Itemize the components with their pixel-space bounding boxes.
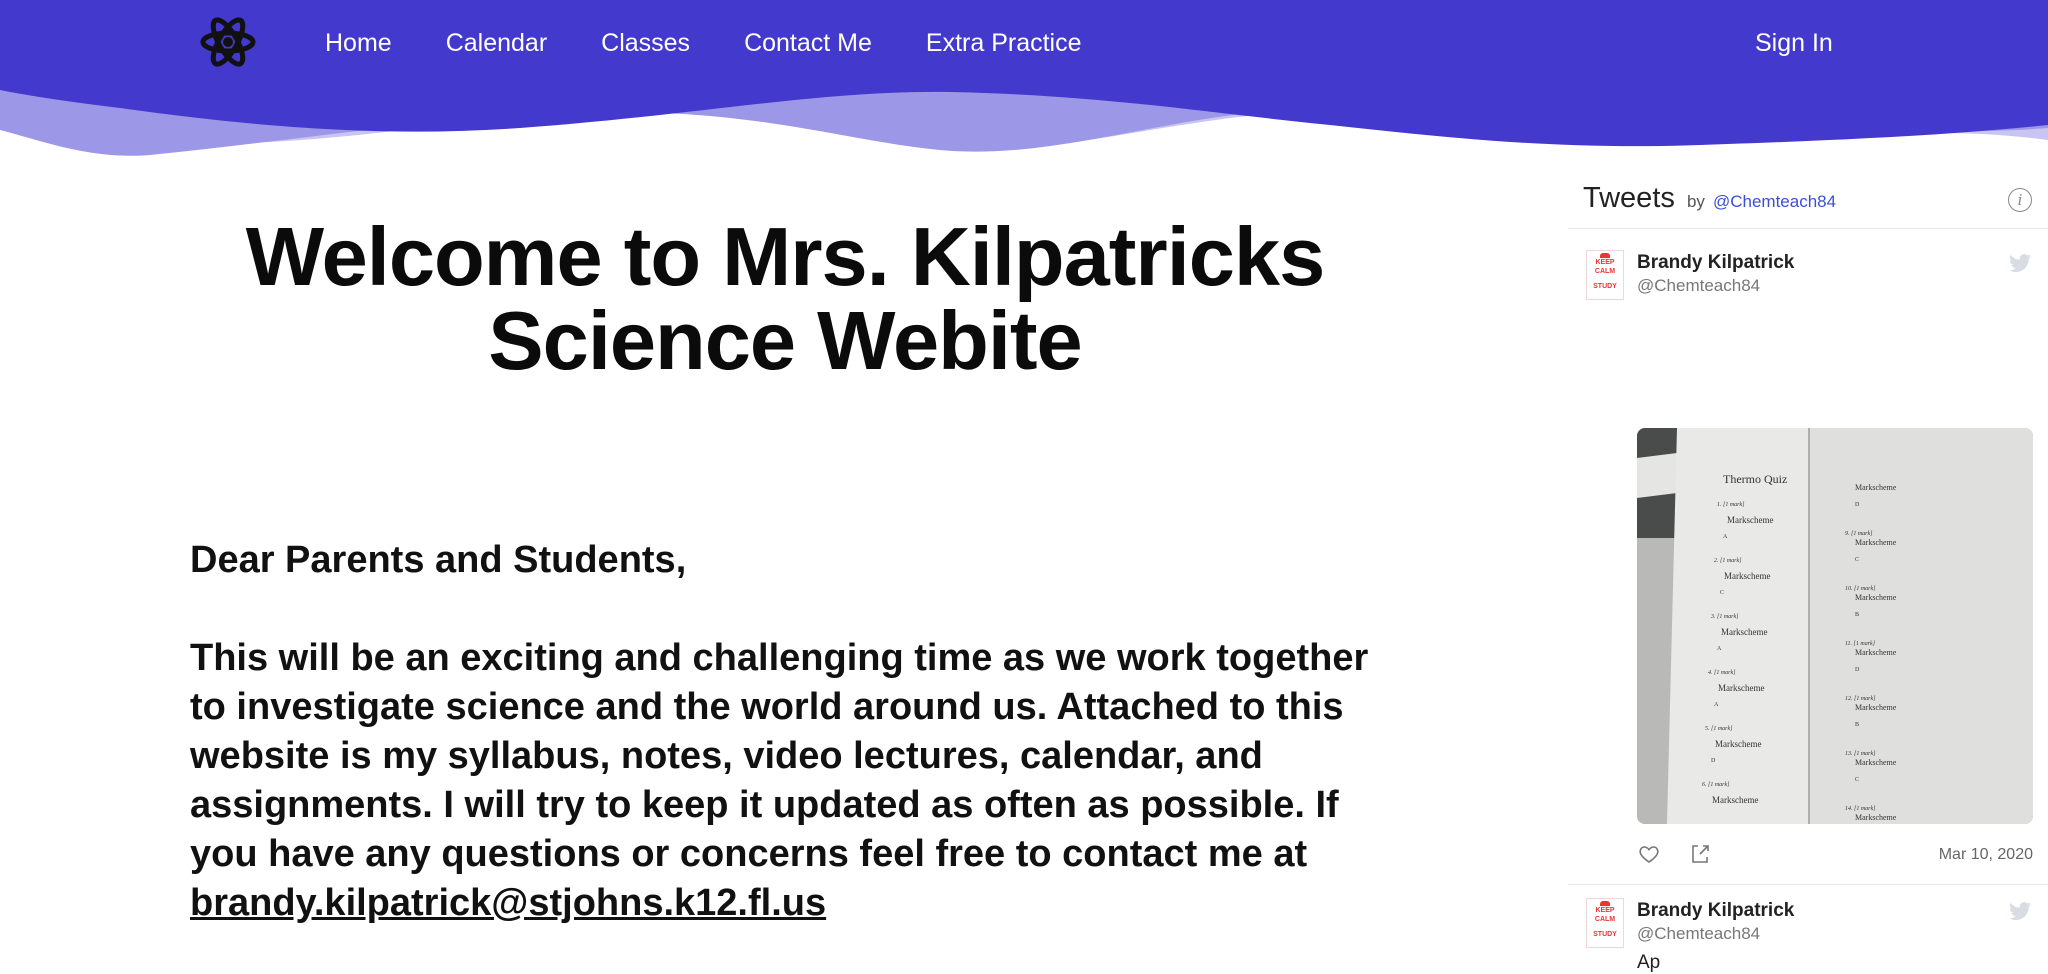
photo-question-number: 13. [1 mark] — [1845, 751, 1876, 757]
nav-classes[interactable]: Classes — [601, 29, 691, 57]
letter-greeting: Dear Parents and Students, — [190, 539, 687, 581]
tweet-divider — [1568, 884, 2048, 885]
photo-heading: Thermo Quiz — [1723, 472, 1788, 486]
photo-answer: A — [1714, 702, 1719, 708]
photo-answer: A — [1717, 646, 1722, 652]
photo-question-number: 14. [1 mark] — [1845, 806, 1876, 812]
avatar-text: STUDY — [1593, 931, 1617, 938]
photo-question-number: 4. [1 mark] — [1708, 670, 1736, 676]
tweet-photo[interactable] — [1637, 428, 2033, 824]
photo-question-number: 3. [1 mark] — [1711, 614, 1739, 620]
tweet-author-handle[interactable]: @Chemteach84 — [1637, 276, 1761, 295]
tweet[interactable] — [1568, 888, 2048, 973]
photo-question-number: 9. [1 mark] — [1845, 531, 1873, 537]
twitter-title — [1583, 182, 1836, 215]
tweet-author-name[interactable]: Brandy Kilpatrick — [1637, 900, 1795, 921]
letter-body-text: This will be an exciting and challenging time as we work together to investigate science and the world around us. Attached to this website is my syllabus, notes, video lectures, calendar, and assignments. I will try to keep it updated as often as possible. If you have any questions or concerns feel free to contact me at — [190, 637, 1369, 875]
nav-home[interactable]: Home — [325, 29, 392, 57]
photo-answer: B — [1855, 722, 1860, 728]
atom-icon[interactable] — [200, 14, 256, 70]
photo-answer: A — [1723, 534, 1728, 540]
quiz-paper-image — [1637, 428, 2033, 824]
photo-markscheme-label: Markscheme — [1721, 627, 1768, 637]
photo-markscheme-label: Markscheme — [1718, 683, 1765, 693]
photo-answer: C — [1720, 590, 1725, 596]
tweet-text: Ap — [1637, 952, 1661, 973]
photo-answer: C — [1855, 777, 1860, 783]
photo-markscheme-label: Markscheme — [1855, 648, 1897, 657]
photo-markscheme-label: Markscheme — [1855, 703, 1897, 712]
photo-question-number: 12. [1 mark] — [1845, 696, 1876, 702]
crown-icon — [1600, 253, 1610, 258]
heart-icon[interactable] — [1637, 842, 1661, 866]
main-nav — [325, 22, 1136, 64]
sign-in-link[interactable]: Sign In — [1755, 29, 1833, 57]
page-title: Welcome to Mrs. Kilpatricks Science Webite — [245, 210, 1325, 387]
photo-markscheme-label: Markscheme — [1855, 538, 1897, 547]
tweets-heading: Tweets — [1583, 182, 1675, 214]
profile-handle-link[interactable]: @Chemteach84 — [1712, 192, 1837, 211]
photo-question-number: 1. [1 mark] — [1717, 502, 1745, 508]
tweet[interactable] — [1568, 240, 2048, 885]
photo-answer: D — [1855, 502, 1860, 508]
avatar-text: STUDY — [1593, 283, 1617, 290]
photo-markscheme-label: Markscheme — [1715, 739, 1762, 749]
avatar-text: CALM — [1594, 268, 1616, 275]
twitter-bird-icon[interactable] — [2008, 254, 2032, 274]
tweet-author-handle[interactable]: @Chemteach84 — [1637, 924, 1761, 943]
photo-markscheme-label: Markscheme — [1855, 813, 1897, 822]
avatar-text: CALM — [1594, 916, 1616, 923]
photo-markscheme-label: Markscheme — [1855, 758, 1897, 767]
photo-markscheme-label: Markscheme — [1855, 593, 1897, 602]
nav-contact-me[interactable]: Contact Me — [744, 29, 872, 57]
site-header — [0, 0, 2048, 170]
welcome-letter — [190, 536, 1400, 928]
twitter-bird-icon[interactable] — [2008, 902, 2032, 922]
tweet-date[interactable]: Mar 10, 2020 — [1938, 846, 2033, 863]
tweet-author-name[interactable]: Brandy Kilpatrick — [1637, 252, 1795, 273]
nav-calendar[interactable]: Calendar — [445, 29, 548, 57]
photo-answer: D — [1711, 758, 1716, 764]
photo-answer: C — [1855, 557, 1860, 563]
twitter-header — [1568, 170, 2048, 229]
photo-markscheme-label: Markscheme — [1855, 483, 1897, 492]
photo-question-number: 10. [1 mark] — [1845, 586, 1876, 592]
photo-question-number: 5. [1 mark] — [1705, 726, 1733, 732]
info-icon[interactable]: i — [2008, 188, 2032, 212]
photo-markscheme-label: Markscheme — [1727, 515, 1774, 525]
photo-markscheme-label: Markscheme — [1724, 571, 1771, 581]
avatar[interactable] — [1586, 250, 1624, 300]
photo-question-number: 2. [1 mark] — [1714, 558, 1742, 564]
photo-markscheme-label: Markscheme — [1712, 795, 1759, 805]
share-icon[interactable] — [1688, 842, 1712, 866]
photo-question-number: 11. [1 mark] — [1845, 641, 1876, 647]
photo-answer: D — [1855, 667, 1860, 673]
photo-answer: B — [1855, 612, 1860, 618]
twitter-timeline — [1568, 170, 2048, 973]
letter-body — [190, 634, 1400, 928]
by-label: by — [1686, 192, 1705, 211]
nav-extra-practice[interactable]: Extra Practice — [925, 29, 1082, 57]
avatar-text: KEEP — [1595, 259, 1615, 266]
avatar[interactable] — [1586, 898, 1624, 948]
avatar-text: KEEP — [1595, 907, 1615, 914]
photo-question-number: 6. [1 mark] — [1702, 782, 1730, 788]
crown-icon — [1600, 901, 1610, 906]
email-link[interactable]: brandy.kilpatrick@stjohns.k12.fl.us — [190, 882, 827, 924]
